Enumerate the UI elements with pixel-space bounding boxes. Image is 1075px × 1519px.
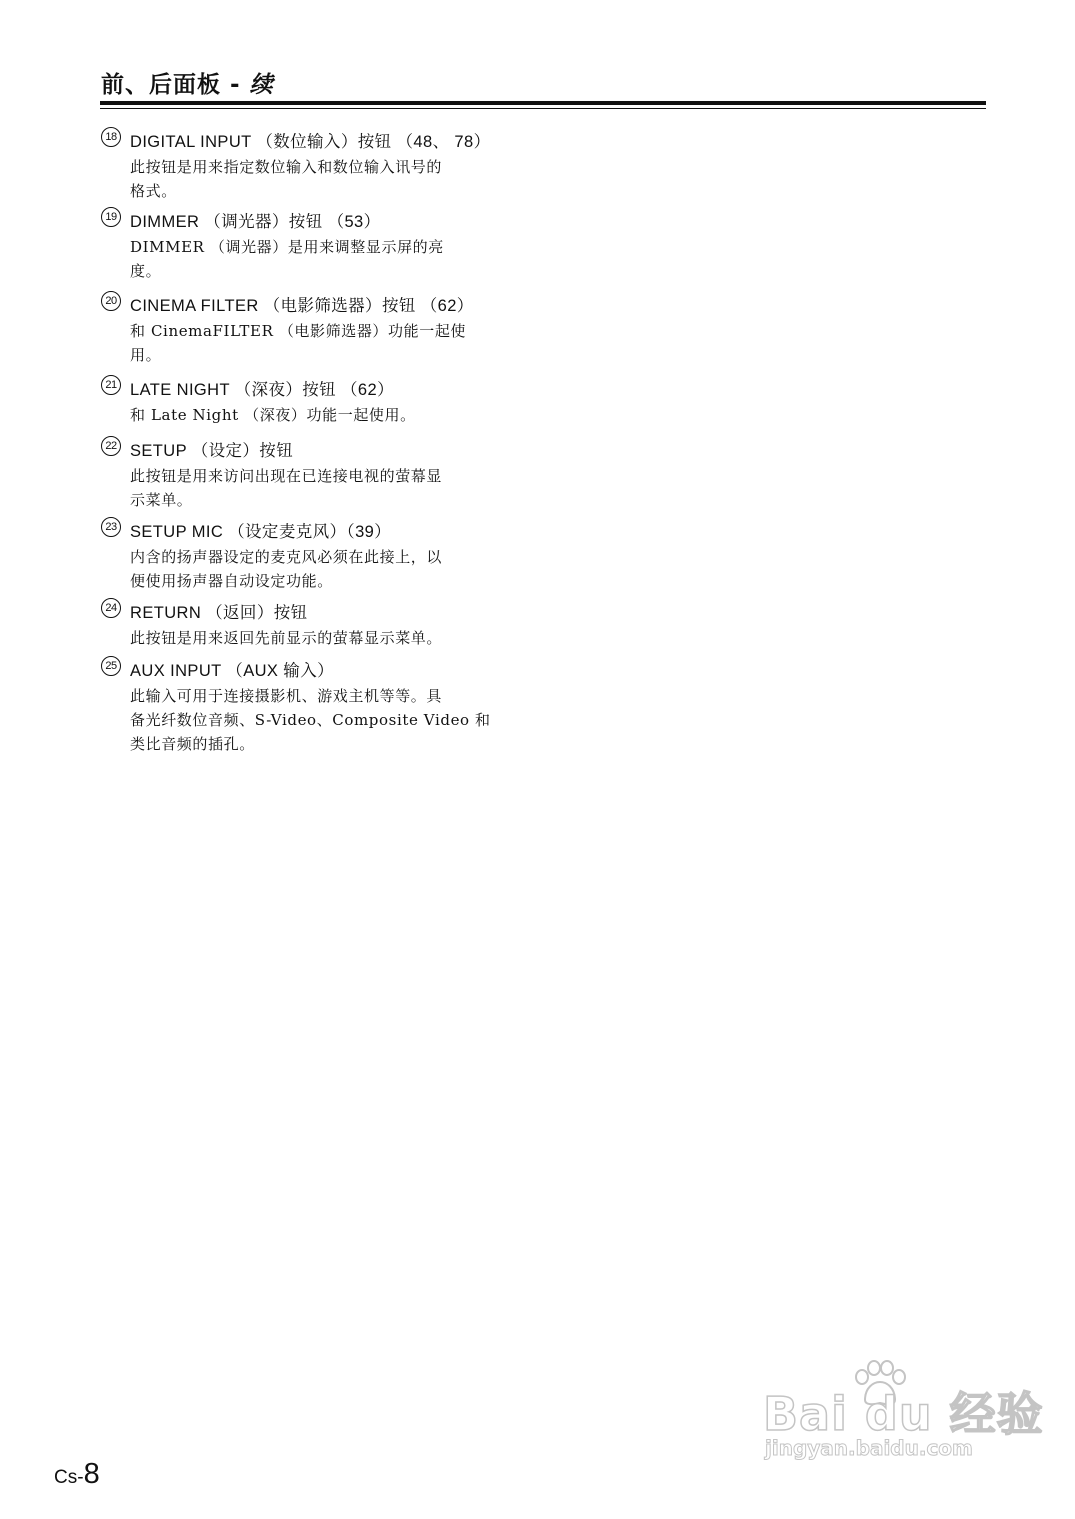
item-description: 此输入可用于连接摄影机、游戏主机等等。具 备光纤数位音频、S-Video、Composite Video 和 类比音频的插孔。 [130,687,491,753]
list-item [101,376,541,427]
item-number: 18 [101,127,121,147]
item-number: 19 [101,207,121,227]
list-item [101,437,541,512]
item-description: 内含的扬声器设定的麦克风必须在此接上，以 便使用扬声器自动设定功能。 [130,548,443,590]
watermark-url: jingyan.baidu.com [765,1436,973,1460]
item-description: 此按钮是用来指定数位输入和数位输入讯号的 格式。 [130,158,443,200]
list-item [101,128,541,203]
item-title: AUX INPUT （AUX 输入） [130,662,335,680]
header-subtitle: 续 [249,72,274,98]
item-title: DIMMER （调光器）按钮 （53） [130,213,381,231]
item-number: 24 [101,598,121,618]
item-description: 和 Late Night （深夜）功能一起使用。 [130,406,416,424]
item-title: CINEMA FILTER （电影筛选器）按钮 （62） [130,297,474,315]
list-item [101,657,541,756]
item-title: RETURN （返回）按钮 [130,604,308,622]
item-title: SETUP （设定）按钮 [130,442,294,460]
item-number: 20 [101,291,121,311]
item-number: 25 [101,656,121,676]
item-number: 22 [101,436,121,456]
watermark [763,1360,1044,1470]
header-rule-thick [100,101,986,105]
header-rule-thin [100,108,986,109]
page-number-prefix: Cs- [54,1467,84,1488]
page-number-value: 8 [83,1458,100,1490]
item-description: 和 CinemaFILTER （电影筛选器）功能一起使 用。 [130,322,467,364]
list-item [101,208,541,283]
item-title: SETUP MIC （设定麦克风）（39） [130,523,392,541]
item-title: DIGITAL INPUT （数位输入）按钮 （48、 78） [130,133,491,151]
list-item [101,292,541,367]
item-number: 21 [101,375,121,395]
item-number: 23 [101,517,121,537]
item-description: 此按钮是用来访问出现在已连接电视的萤幕显 示菜单。 [130,467,443,509]
list-item [101,518,541,593]
page-header [101,66,274,99]
page-number [54,1458,100,1491]
item-description: DIMMER （调光器）是用来调整显示屏的亮 度。 [130,238,444,280]
item-title: LATE NIGHT （深夜）按钮 （62） [130,381,394,399]
header-title: 前、后面板 - [101,72,250,98]
item-description: 此按钮是用来返回先前显示的萤幕显示菜单。 [130,629,443,647]
list-item [101,599,541,650]
watermark-brand: Bai du 经验 [763,1387,1044,1441]
